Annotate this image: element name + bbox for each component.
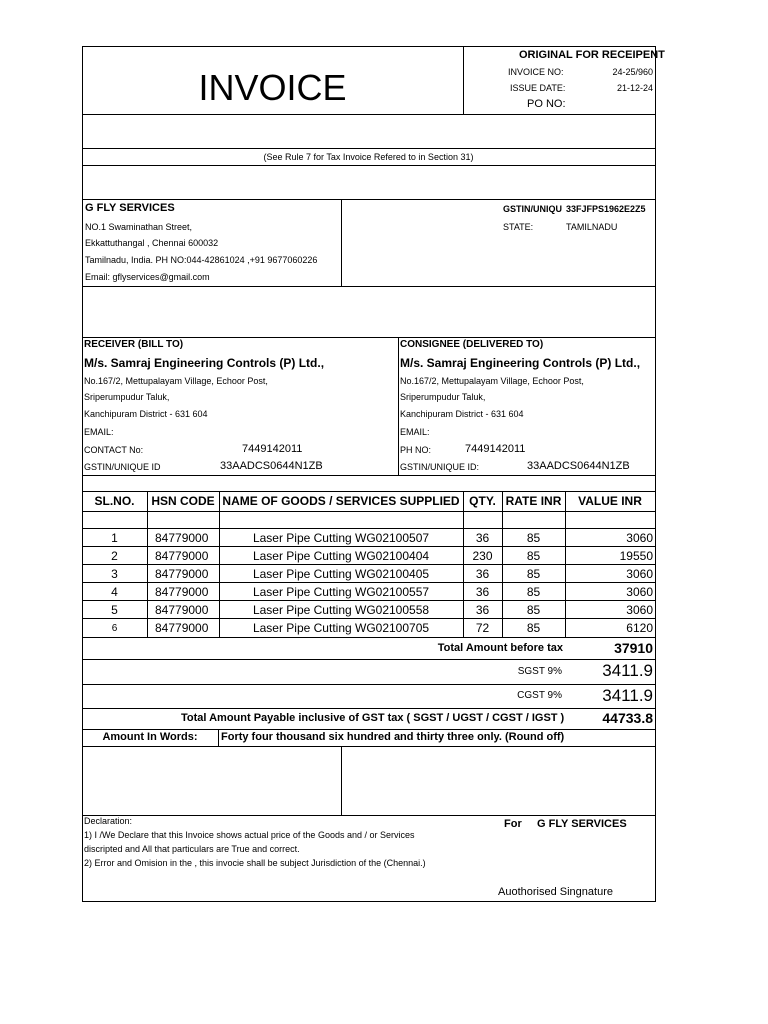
row-value: 3060: [626, 531, 653, 545]
row-sl: 6: [111, 623, 118, 634]
seller-email: Email: gflyservices@gmail.com: [85, 272, 210, 282]
for-label: For: [504, 818, 522, 830]
row-qty: 36: [475, 603, 490, 617]
total-payable: 44733.8: [602, 710, 653, 726]
issue-date-value: 21-12-24: [616, 83, 653, 93]
consignee-address-2: Sriperumpudur Taluk,: [400, 392, 486, 402]
row-hsn: 84779000: [155, 549, 209, 563]
cgst-value: 3411.9: [602, 686, 653, 705]
row-value: 3060: [626, 585, 653, 599]
row-value: 19550: [619, 549, 653, 563]
row-qty: 36: [475, 585, 490, 599]
sgst-value: 3411.9: [602, 661, 653, 680]
row-hsn: 84779000: [155, 567, 209, 581]
receiver-email-label: EMAIL:: [84, 427, 114, 437]
row-sl: 5: [111, 603, 118, 617]
seller-state: TAMILNADU: [566, 222, 618, 232]
row-qty: 36: [475, 531, 490, 545]
declaration-line-2: discripted and All that particulars are True and correct.: [84, 844, 300, 854]
row-rate: 85: [526, 621, 541, 635]
seller-address-2: Ekkattuthangal , Chennai 600032: [85, 238, 219, 248]
row-rate: 85: [526, 549, 541, 563]
consignee-gstin: 33AADCS0644N1ZB: [527, 460, 630, 472]
row-value: 3060: [626, 567, 653, 581]
receiver-contact: 7449142011: [242, 443, 303, 455]
total-before-tax-label: Total Amount before tax: [437, 642, 563, 654]
consignee-name: M/s. Samraj Engineering Controls (P) Ltd.,: [400, 356, 641, 370]
consignee-address-3: Kanchipuram District - 631 604: [400, 409, 524, 419]
row-name: Laser Pipe Cutting WG02100705: [252, 621, 430, 635]
seller-state-label: STATE:: [503, 222, 534, 232]
authorised-signature: Auothorised Singnature: [498, 886, 613, 898]
col-header-sl: SL.NO.: [94, 494, 135, 508]
row-qty: 36: [475, 567, 490, 581]
row-hsn: 84779000: [155, 531, 209, 545]
receiver-heading: RECEIVER (BILL TO): [84, 339, 184, 350]
receiver-gstin: 33AADCS0644N1ZB: [220, 460, 323, 472]
declaration-heading: Declaration:: [84, 816, 133, 826]
receiver-name: M/s. Samraj Engineering Controls (P) Ltd.,: [84, 356, 325, 370]
total-before-tax: 37910: [614, 640, 653, 656]
row-value: 6120: [626, 621, 653, 635]
rule-note: (See Rule 7 for Tax Invoice Refered to in Section 31): [263, 152, 474, 162]
row-sl: 3: [111, 567, 118, 581]
row-qty: 72: [475, 621, 490, 635]
col-header-value: VALUE INR: [578, 494, 642, 508]
receiver-address-2: Sriperumpudur Taluk,: [84, 392, 170, 402]
seller-address-3: Tamilnadu, India. PH NO:044-42861024 ,+91 9677060226: [85, 255, 318, 265]
invoice-no-value: 24-25/960: [612, 67, 653, 77]
amount-in-words: Forty four thousand six hundred and thirty three only. (Round off): [221, 731, 565, 743]
row-name: Laser Pipe Cutting WG02100558: [252, 603, 430, 617]
invoice-title: INVOICE: [198, 67, 347, 108]
row-sl: 2: [111, 549, 118, 563]
col-header-rate: RATE INR: [505, 494, 562, 508]
row-name: Laser Pipe Cutting WG02100405: [252, 567, 430, 581]
receiver-address-3: Kanchipuram District - 631 604: [84, 409, 208, 419]
copy-label: ORIGINAL FOR RECEIPENT: [519, 49, 665, 61]
receiver-address-1: No.167/2, Mettupalayam Village, Echoor Post,: [84, 376, 268, 386]
sgst-label: SGST 9%: [517, 666, 562, 677]
seller-address-1: NO.1 Swaminathan Street,: [85, 222, 193, 232]
issue-date-label: ISSUE DATE:: [510, 83, 566, 93]
invoice-no-label: INVOICE NO:: [508, 67, 564, 77]
row-hsn: 84779000: [155, 621, 209, 635]
row-rate: 85: [526, 531, 541, 545]
row-sl: 4: [111, 585, 118, 599]
row-value: 3060: [626, 603, 653, 617]
receiver-contact-label: CONTACT No:: [84, 445, 144, 455]
amount-in-words-label: Amount In Words:: [102, 731, 198, 743]
consignee-heading: CONSIGNEE (DELIVERED TO): [400, 339, 544, 350]
row-rate: 85: [526, 603, 541, 617]
seller-name: G FLY SERVICES: [85, 202, 175, 214]
seller-gstin-label: GSTIN/UNIQU: [503, 204, 563, 214]
consignee-address-1: No.167/2, Mettupalayam Village, Echoor Post,: [400, 376, 584, 386]
seller-gstin: 33FJFPS1962E2Z5: [566, 204, 646, 214]
col-header-name: NAME OF GOODS / SERVICES SUPPLIED: [222, 494, 460, 508]
declaration-line-3: 2) Error and Omision in the , this invocie shall be subject Jurisdiction of the (Chennai.): [84, 858, 426, 868]
row-name: Laser Pipe Cutting WG02100507: [252, 531, 430, 545]
consignee-phone: 7449142011: [465, 443, 526, 455]
row-hsn: 84779000: [155, 585, 209, 599]
row-name: Laser Pipe Cutting WG02100557: [252, 585, 430, 599]
for-company: G FLY SERVICES: [537, 818, 627, 830]
receiver-gstin-label: GSTIN/UNIQUE ID: [84, 462, 161, 472]
row-rate: 85: [526, 567, 541, 581]
consignee-email-label: EMAIL:: [400, 427, 430, 437]
consignee-phone-label: PH NO:: [400, 445, 432, 455]
col-header-hsn: HSN CODE: [151, 494, 215, 508]
po-no-label: PO NO:: [527, 98, 566, 110]
row-hsn: 84779000: [155, 603, 209, 617]
row-name: Laser Pipe Cutting WG02100404: [252, 549, 430, 563]
row-sl: 1: [111, 531, 118, 545]
col-header-qty: QTY.: [469, 494, 496, 508]
row-rate: 85: [526, 585, 541, 599]
total-payable-label: Total Amount Payable inclusive of GST tax ( SGST / UGST / CGST / IGST ): [181, 712, 565, 724]
row-qty: 230: [472, 549, 493, 563]
consignee-gstin-label: GSTIN/UNIQUE ID:: [400, 462, 480, 472]
declaration-line-1: 1) I /We Declare that this Invoice shows actual price of the Goods and / or Services: [84, 830, 415, 840]
cgst-label: CGST 9%: [517, 690, 562, 701]
